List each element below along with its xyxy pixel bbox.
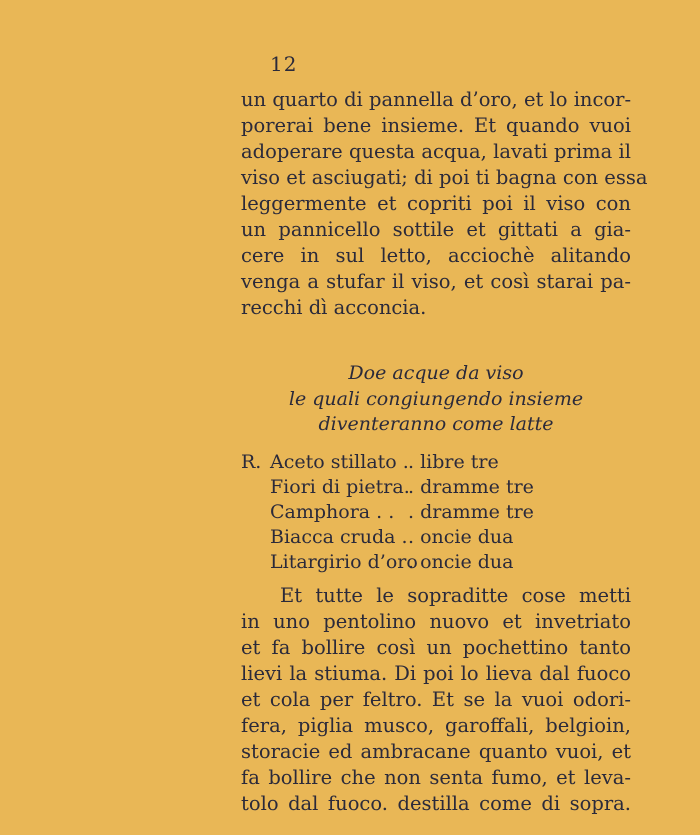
text-line: et fa bollire così un pochettino tanto: [241, 636, 631, 659]
recipe-ingredient: Litargirio d’oro: [270, 551, 418, 573]
recipe-ingredient: Biacca cruda .: [270, 526, 408, 548]
text-line: fa bollire che non senta fumo, et leva-: [241, 766, 631, 789]
recipe-ingredient: Camphora . .: [270, 501, 395, 523]
recipe-prefix: R.: [241, 451, 262, 473]
text-line: leggermente et copriti poi il viso con: [241, 192, 631, 215]
recipe-quantity: . oncie dua: [408, 526, 514, 548]
text-line: adoperare questa acqua, lavati prima il: [241, 140, 631, 163]
section-heading-line: le quali congiungendo insieme: [288, 388, 584, 410]
text-line: un pannicello sottile et gittati a gia-: [241, 218, 631, 241]
recipe-ingredient: Aceto stillato .: [270, 451, 409, 473]
text-line: venga a stufar il viso, et così starai pa-: [241, 270, 631, 293]
text-line: storacie ed ambracane quanto vuoi, et: [241, 740, 631, 763]
page-number: 12: [270, 52, 298, 76]
section-heading-line: Doe acque da viso: [348, 362, 524, 384]
text-line: un quarto di pannella d’oro, et lo incor-: [241, 88, 632, 111]
text-line: tolo dal fuoco. destilla come di sopra.: [241, 792, 631, 815]
recipe-ingredient: Fiori di pietra.: [270, 476, 410, 498]
text-line: in uno pentolino nuovo et invetriato: [241, 610, 631, 633]
recipe-quantity: . oncie dua: [408, 551, 514, 573]
text-line: porerai bene insieme. Et quando vuoi: [241, 114, 631, 137]
recipe-quantity: . dramme tre: [408, 501, 534, 523]
text-line: recchi dì acconcia.: [241, 296, 427, 319]
text-line: viso et asciugati; di poi ti bagna con essa: [241, 166, 648, 189]
text-line: et cola per feltro. Et se la vuoi odori-: [241, 688, 631, 711]
section-heading-line: diventeranno come latte: [318, 413, 554, 435]
recipe-quantity: . dramme tre: [408, 476, 534, 498]
text-line: cere in sul letto, acciochè alitando: [241, 244, 631, 267]
text-line: lievi la stiuma. Di poi lo lieva dal fuoco: [241, 662, 631, 685]
text-line: fera, piglia musco, garoffali, belgioin,: [241, 714, 631, 737]
text-line: Et tutte le sopraditte cose metti: [280, 584, 631, 607]
recipe-quantity: . libre tre: [408, 451, 499, 473]
